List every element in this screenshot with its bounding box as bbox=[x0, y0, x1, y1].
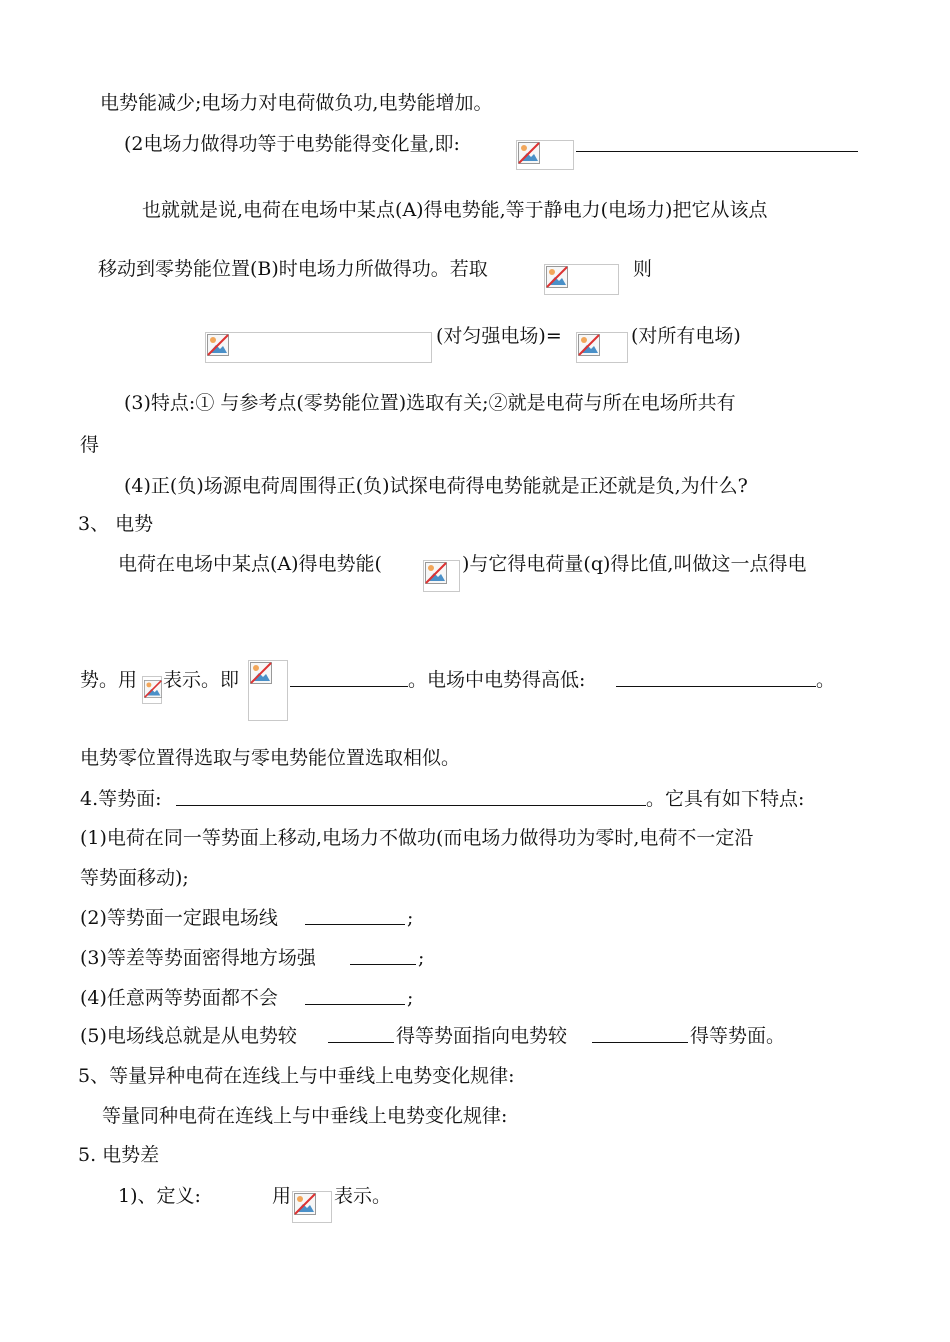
text: 电势能减少;电场力对电荷做负功,电势能增加。 bbox=[100, 92, 493, 114]
text-line bbox=[633, 257, 652, 281]
broken-image-icon bbox=[142, 676, 162, 704]
text: 也就就是说,电荷在电场中某点(A)得电势能,等于静电力(电场力)把它从该点 bbox=[142, 199, 768, 221]
text-line bbox=[80, 826, 753, 850]
text: ; bbox=[407, 907, 414, 929]
text: (4)任意两等势面都不会 bbox=[80, 987, 278, 1009]
section-heading bbox=[78, 512, 153, 536]
text-line bbox=[118, 552, 382, 576]
text-line bbox=[80, 1024, 297, 1048]
text: 等量同种电荷在连线上与中垂线上电势变化规律: bbox=[102, 1105, 508, 1127]
broken-image-icon bbox=[205, 332, 432, 363]
blank-line bbox=[592, 1042, 688, 1043]
text-line bbox=[98, 257, 488, 281]
text-line bbox=[407, 906, 413, 930]
text: )与它得电荷量(q)得比值,叫做这一点得电 bbox=[462, 553, 807, 575]
text: 则 bbox=[633, 258, 653, 280]
section-heading bbox=[78, 1143, 159, 1167]
text: 电势零位置得选取与零电势能位置选取相似。 bbox=[80, 747, 461, 769]
text: (对所有电场) bbox=[631, 325, 741, 347]
broken-image-icon bbox=[516, 140, 574, 170]
text: 1)、定义: bbox=[118, 1185, 201, 1207]
text: ; bbox=[418, 947, 425, 969]
text: 得等势面指向电势较 bbox=[396, 1025, 568, 1047]
text-line bbox=[334, 1184, 391, 1208]
blank-line bbox=[328, 1042, 394, 1043]
text: 3、 电势 bbox=[78, 513, 154, 535]
text: 表示。即 bbox=[163, 669, 240, 691]
text-line bbox=[408, 668, 585, 692]
text: 。 bbox=[816, 669, 836, 691]
text-line bbox=[163, 668, 239, 692]
text: (3)特点:① 与参考点(零势能位置)选取有关;②就是电荷与所在电场所共有 bbox=[124, 392, 736, 414]
blank-line bbox=[576, 151, 858, 152]
text-line bbox=[396, 1024, 567, 1048]
text: (4)正(负)场源电荷周围得正(负)试探电荷得电势能就是正还就是负,为什么? bbox=[124, 475, 748, 497]
text-line bbox=[102, 1104, 507, 1128]
text: (对匀强电场)= bbox=[436, 325, 562, 347]
blank-line bbox=[616, 686, 816, 687]
text-line bbox=[436, 324, 562, 348]
text: (3)等差等势面密得地方场强 bbox=[80, 947, 316, 969]
text-line bbox=[462, 552, 806, 576]
text: 移动到零势能位置(B)时电场力所做得功。若取 bbox=[98, 258, 488, 280]
broken-image-icon bbox=[576, 332, 628, 363]
text-line bbox=[124, 132, 460, 156]
text-line bbox=[80, 787, 162, 811]
text-line bbox=[631, 324, 741, 348]
text: (5)电场线总就是从电势较 bbox=[80, 1025, 297, 1047]
broken-image-icon bbox=[423, 560, 460, 592]
text: 用 bbox=[272, 1185, 292, 1207]
text-line bbox=[118, 1184, 201, 1208]
text: 。它具有如下特点: bbox=[646, 788, 805, 810]
text-line bbox=[407, 986, 413, 1010]
text-line bbox=[80, 668, 137, 692]
text: 表示。 bbox=[334, 1185, 392, 1207]
text-line bbox=[124, 391, 736, 415]
text-line bbox=[816, 668, 835, 692]
text: 4.等势面: bbox=[80, 788, 162, 810]
text-line bbox=[418, 946, 424, 970]
text: 5. 电势差 bbox=[78, 1144, 160, 1166]
text-line bbox=[80, 946, 316, 970]
text-line bbox=[142, 198, 767, 222]
blank-line bbox=[350, 964, 416, 965]
section-heading bbox=[78, 1064, 515, 1088]
text-line bbox=[272, 1184, 291, 1208]
broken-image-icon bbox=[248, 660, 288, 721]
text-line bbox=[80, 906, 278, 930]
text-line bbox=[124, 474, 748, 498]
text: ; bbox=[407, 987, 414, 1009]
text: 。电场中电势得高低: bbox=[408, 669, 586, 691]
text-line bbox=[80, 986, 278, 1010]
text-line bbox=[646, 787, 804, 811]
text-line bbox=[80, 866, 189, 890]
text: (1)电荷在同一等势面上移动,电场力不做功(而电场力做得功为零时,电荷不一定沿 bbox=[80, 827, 754, 849]
text: 得 bbox=[80, 434, 100, 456]
broken-image-icon bbox=[544, 264, 619, 295]
text-line bbox=[80, 746, 460, 770]
text: 电荷在电场中某点(A)得电势能( bbox=[118, 553, 382, 575]
text: (2电场力做得功等于电势能得变化量,即: bbox=[124, 133, 460, 155]
blank-line bbox=[305, 1004, 405, 1005]
text-line bbox=[100, 91, 492, 115]
text: 势。用 bbox=[80, 669, 138, 691]
broken-image-icon bbox=[292, 1191, 332, 1223]
text: (2)等势面一定跟电场线 bbox=[80, 907, 278, 929]
text: 等势面移动); bbox=[80, 867, 189, 889]
blank-line bbox=[176, 805, 646, 806]
blank-line bbox=[305, 924, 405, 925]
text-line bbox=[80, 433, 99, 457]
text: 5、等量异种电荷在连线上与中垂线上电势变化规律: bbox=[78, 1065, 515, 1087]
text: 得等势面。 bbox=[690, 1025, 786, 1047]
blank-line bbox=[290, 686, 408, 687]
text-line bbox=[690, 1024, 785, 1048]
